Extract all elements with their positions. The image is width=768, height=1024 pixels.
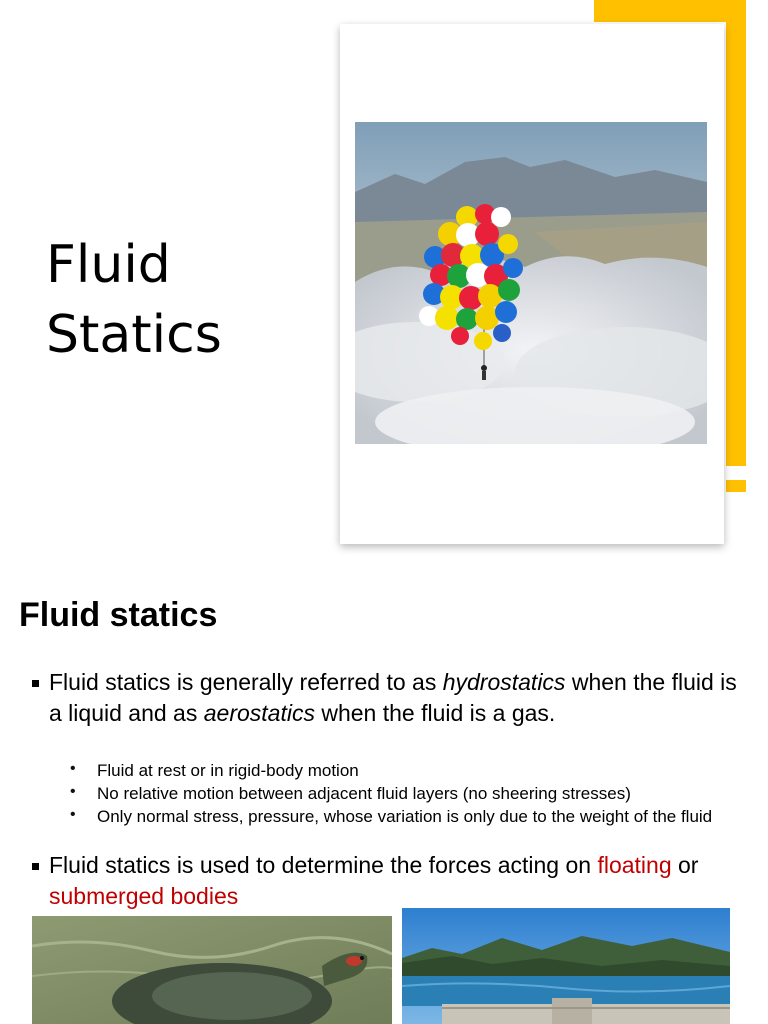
subbullet-dot-icon: • bbox=[70, 760, 76, 777]
subbullet-dot-icon: • bbox=[70, 806, 76, 823]
accent-bar-right bbox=[726, 0, 746, 466]
bullet-square-icon bbox=[32, 680, 39, 687]
title-line-2: Statics bbox=[46, 305, 222, 365]
term-submerged-bodies: submerged bodies bbox=[49, 883, 239, 909]
bullet-1-part-3: when the fluid is a gas. bbox=[314, 700, 556, 726]
bullet-2-text bbox=[49, 850, 739, 912]
slide-title bbox=[46, 230, 326, 370]
subbullet-3: Only normal stress, pressure, whose variation is only due to the weight of the fluid bbox=[97, 807, 713, 826]
term-aerostatics: aerostatics bbox=[203, 700, 315, 726]
subbullet-2: No relative motion between adjacent fluid layers (no sheering stresses) bbox=[97, 784, 631, 803]
accent-bar-top bbox=[594, 0, 746, 22]
turtle-photo bbox=[32, 916, 392, 1024]
title-line-1: Fluid bbox=[46, 235, 171, 295]
bullet-2-part-2: or bbox=[671, 852, 699, 878]
bullet-1-text bbox=[49, 667, 739, 729]
dam-photo bbox=[402, 908, 730, 1024]
content-slide bbox=[0, 560, 768, 1024]
subbullet-dot-icon: • bbox=[70, 783, 76, 800]
bullet-1-part-1: Fluid statics is generally referred to as bbox=[49, 669, 443, 695]
subbullet-1: Fluid at rest or in rigid-body motion bbox=[97, 761, 359, 780]
bullet-1-part-2: when the fluid is a liquid and as bbox=[49, 669, 737, 726]
term-floating: floating bbox=[597, 852, 672, 878]
accent-bar-small bbox=[726, 480, 746, 492]
bullet-2-part-1: Fluid statics is used to determine the forces acting on bbox=[49, 852, 598, 878]
balloon-photo bbox=[355, 122, 707, 444]
photo-card bbox=[340, 24, 724, 544]
bullet-square-icon bbox=[32, 863, 39, 870]
term-hydrostatics: hydrostatics bbox=[442, 669, 566, 695]
section-heading: Fluid statics bbox=[19, 596, 218, 634]
